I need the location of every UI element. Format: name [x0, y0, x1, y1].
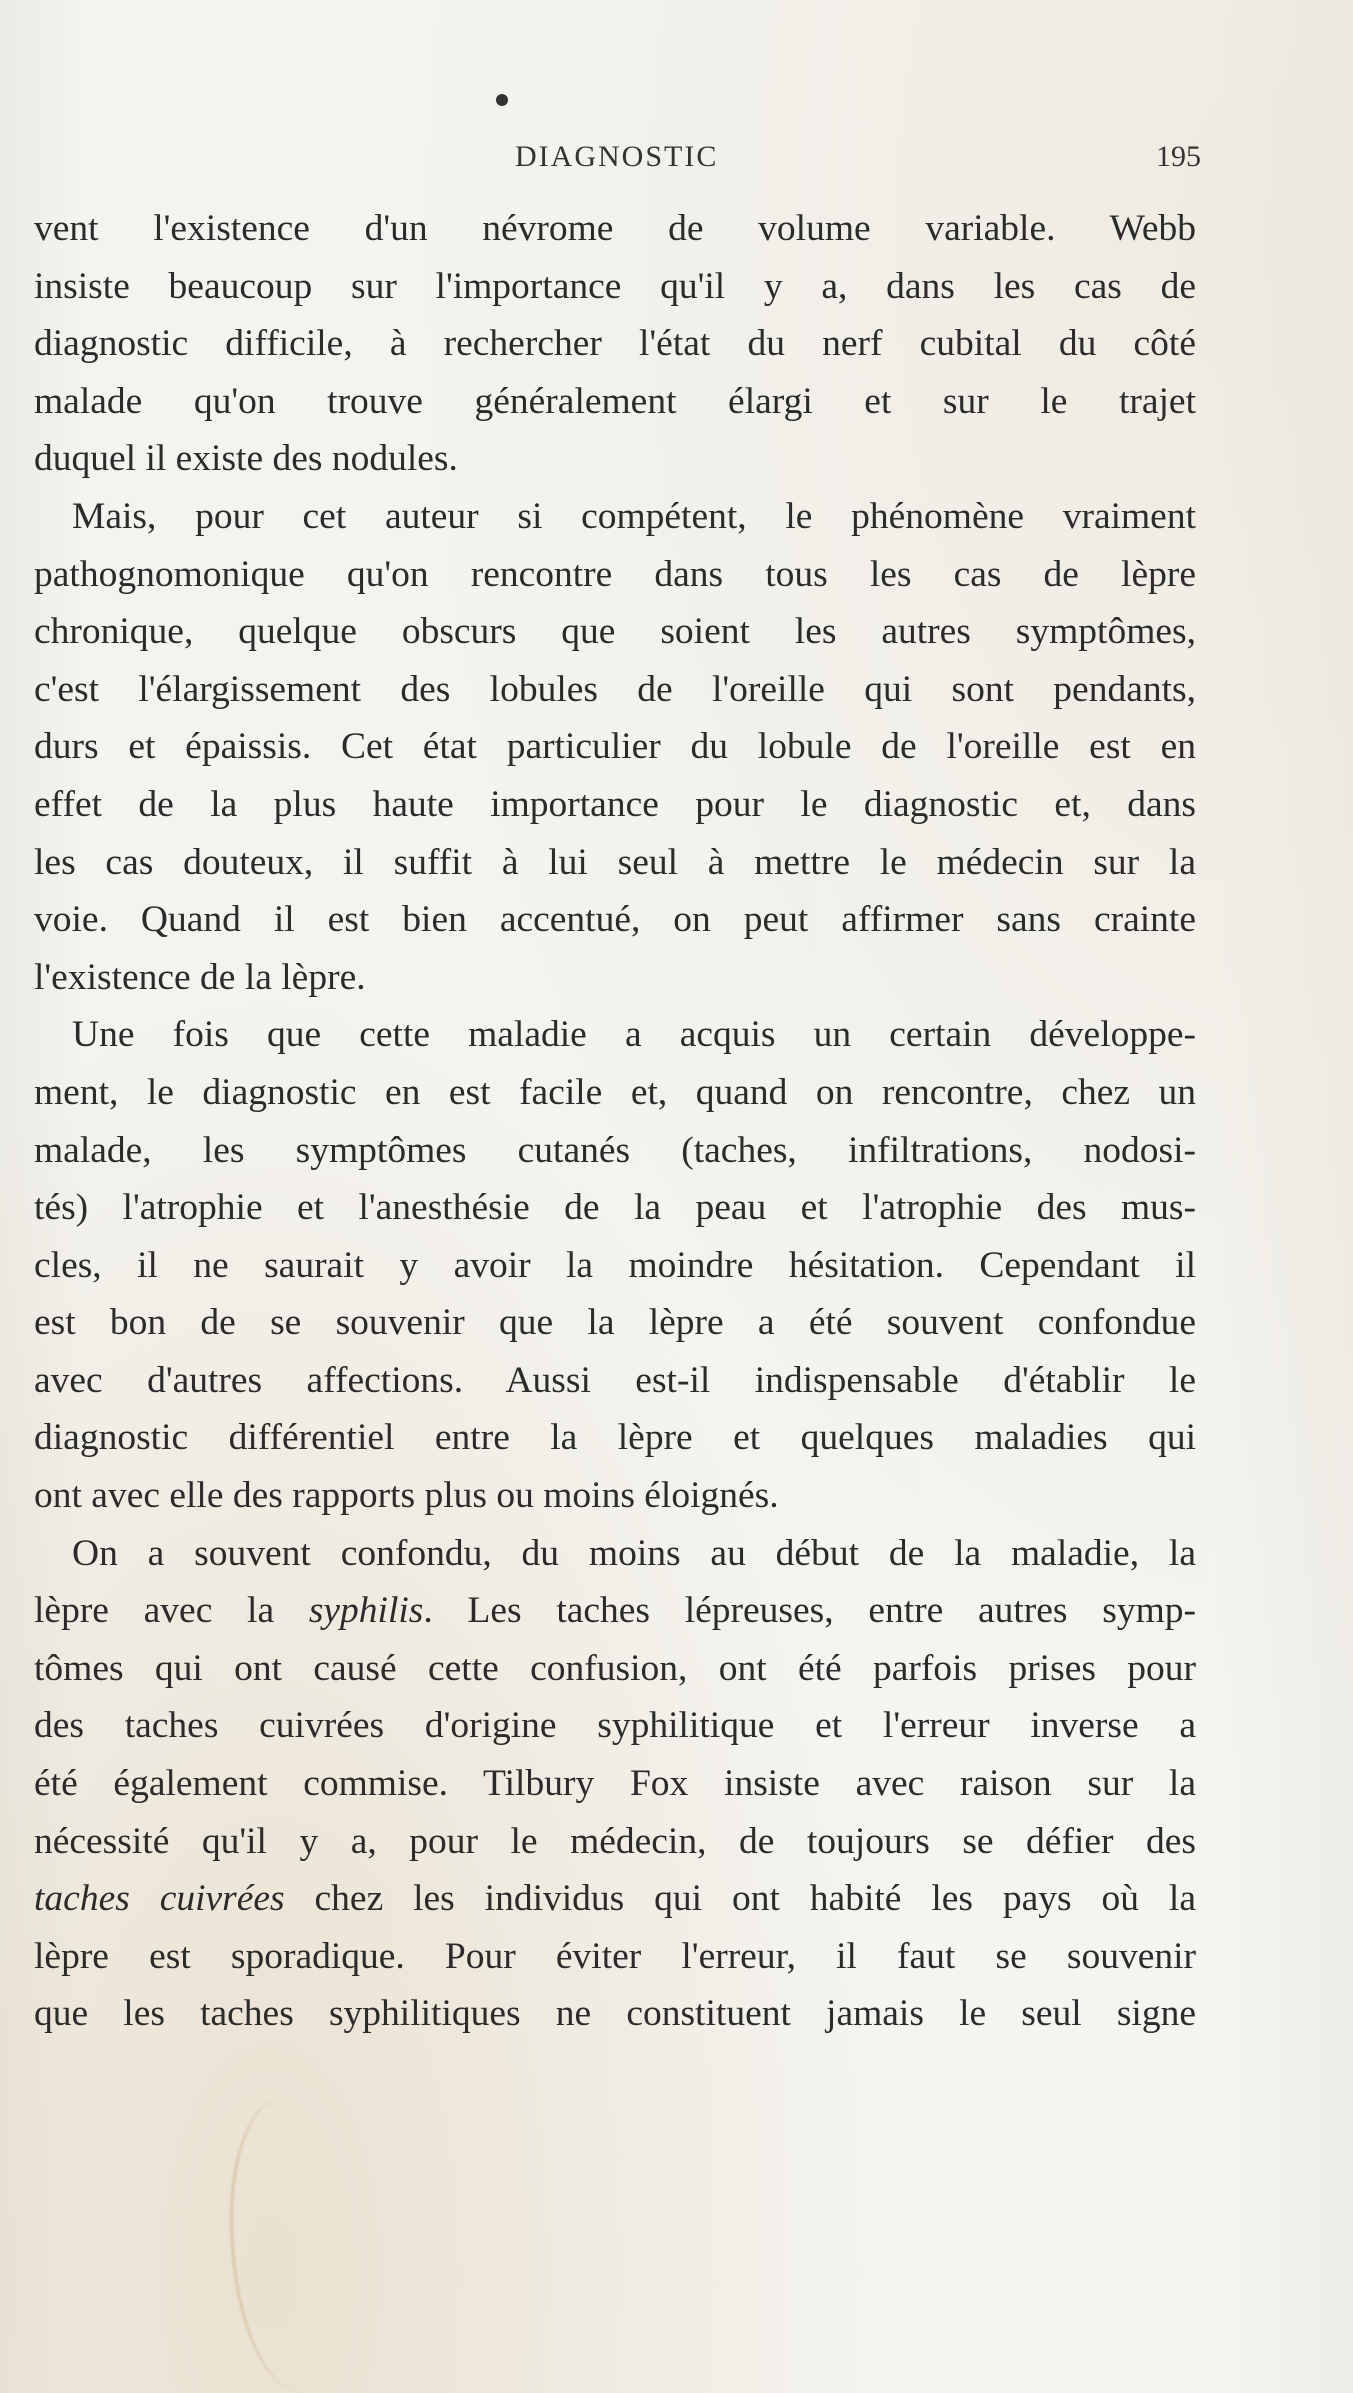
text-line: tômes qui ont causé cette confusion, ont été parfois prises pour [34, 1647, 1196, 1689]
page-number: 195 [1156, 140, 1201, 173]
text-line: ont avec elle des rapports plus ou moins éloignés. [34, 1475, 779, 1517]
text-line: ment, le diagnostic en est facile et, quand on rencontre, chez un [34, 1071, 1196, 1113]
text-line-with-italic [34, 1870, 1196, 1928]
text-line: cles, il ne saurait y avoir la moindre hésitation. Cependant il [34, 1244, 1196, 1286]
text-line: est bon de se souvenir que la lèpre a été souvent confondue [34, 1302, 1196, 1344]
text-line: Mais, pour cet auteur si compétent, le phénomène vraiment [72, 495, 1196, 537]
text-line: diagnostic différentiel entre la lèpre et quelques maladies qui [34, 1417, 1196, 1459]
italic-term-syphilis: syphilis [308, 1590, 424, 1632]
text-line: chronique, quelque obscurs que soient les autres symptômes, [34, 611, 1196, 653]
text-line: On a souvent confondu, du moins au début de la maladie, la [72, 1532, 1196, 1574]
italic-term-taches-cuivrees: taches cuivrées [34, 1878, 285, 1920]
text-line: nécessité qu'il y a, pour le médecin, de toujours se défier des [34, 1820, 1196, 1862]
text-line: Une fois que cette maladie a acquis un certain développe- [72, 1014, 1196, 1056]
running-title: DIAGNOSTIC [515, 140, 719, 173]
text-line: vent l'existence d'un névrome de volume variable. Webb [34, 208, 1196, 249]
text-line: malade, les symptômes cutanés (taches, infiltrations, nodosi- [34, 1129, 1196, 1171]
text-segment: lèpre avec la [34, 1590, 309, 1632]
text-line: pathognomonique qu'on rencontre dans tous les cas de lèpre [34, 553, 1196, 595]
text-line: insiste beaucoup sur l'importance qu'il y a, dans les cas de [34, 265, 1196, 307]
text-segment: . Les taches lépreuses, entre autres symp- [423, 1590, 1196, 1632]
text-segment: chez les individus qui ont habité les pays où la [284, 1878, 1196, 1920]
text-line: duquel il existe des nodules. [34, 438, 458, 480]
body-text [34, 200, 1196, 2043]
text-line: avec d'autres affections. Aussi est-il indispensable d'établir le [34, 1359, 1196, 1401]
text-line: effet de la plus haute importance pour le diagnostic et, dans [34, 783, 1196, 825]
text-line: été également commise. Tilbury Fox insiste avec raison sur la [34, 1763, 1196, 1805]
page-header [0, 140, 1353, 184]
paper-stain [230, 2100, 353, 2393]
text-line: lèpre est sporadique. Pour éviter l'erreur, il faut se souvenir [34, 1935, 1196, 1977]
text-line: malade qu'on trouve généralement élargi et sur le trajet [34, 380, 1196, 422]
text-line: l'existence de la lèpre. [34, 956, 366, 998]
text-line: voie. Quand il est bien accentué, on peut affirmer sans crainte [34, 899, 1196, 941]
text-line: que les taches syphilitiques ne constituent jamais le seul signe [34, 1993, 1196, 2035]
ornament-dot [496, 94, 508, 106]
text-line: tés) l'atrophie et l'anesthésie de la peau et l'atrophie des mus- [34, 1187, 1196, 1229]
text-line: c'est l'élargissement des lobules de l'oreille qui sont pendants, [34, 668, 1196, 710]
text-line-with-italic [34, 1582, 1196, 1640]
text-line: les cas douteux, il suffit à lui seul à mettre le médecin sur la [34, 841, 1196, 883]
text-line: des taches cuivrées d'origine syphilitique et l'erreur inverse a [34, 1705, 1196, 1747]
text-line: durs et épaissis. Cet état particulier du lobule de l'oreille est en [34, 726, 1196, 768]
text-line: diagnostic difficile, à rechercher l'état du nerf cubital du côté [34, 323, 1196, 365]
